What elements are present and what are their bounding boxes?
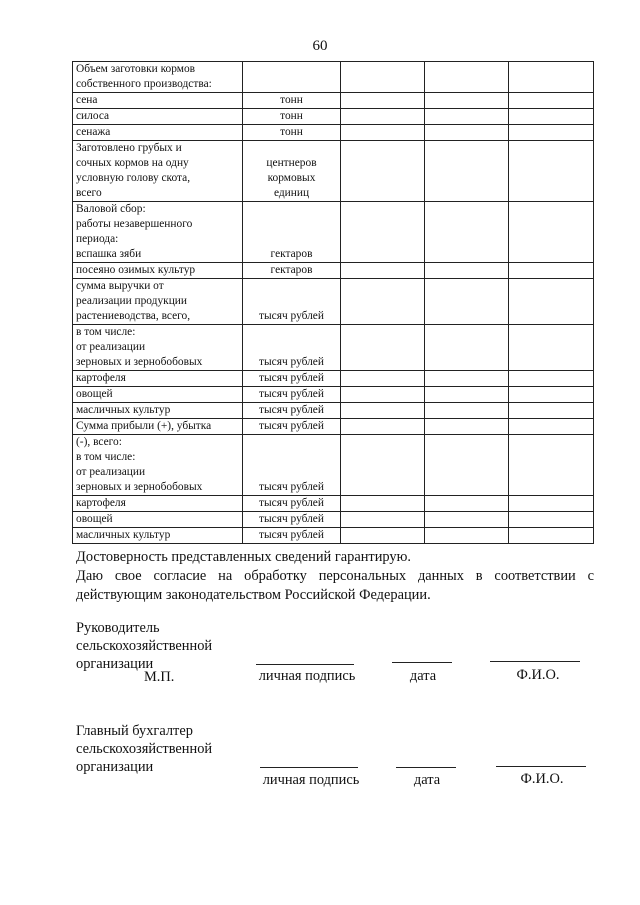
value-cell[interactable] — [509, 435, 594, 496]
row-unit: тысяч рублей — [243, 325, 341, 371]
accountant-name-caption: Ф.И.О. — [520, 771, 564, 787]
accountant-signature-line[interactable] — [260, 767, 358, 768]
table-row — [73, 93, 594, 109]
value-cell[interactable] — [425, 109, 509, 125]
table-row — [73, 141, 594, 202]
value-cell[interactable] — [425, 403, 509, 419]
table-row — [73, 202, 594, 263]
value-cell[interactable] — [425, 419, 509, 435]
row-unit: тысяч рублей — [243, 371, 341, 387]
row-unit: тысяч рублей — [243, 403, 341, 419]
value-cell[interactable] — [341, 279, 425, 325]
row-unit: тысяч рублей — [243, 435, 341, 496]
unit-cell — [243, 62, 341, 93]
value-cell[interactable] — [341, 125, 425, 141]
row-unit: тысяч рублей — [243, 496, 341, 512]
value-cell[interactable] — [425, 202, 509, 263]
table-row — [73, 263, 594, 279]
row-unit: тонн — [243, 93, 341, 109]
value-cell[interactable] — [341, 403, 425, 419]
value-cell[interactable] — [341, 387, 425, 403]
report-table — [72, 61, 594, 544]
row-label: сенажа — [73, 125, 243, 141]
value-cell[interactable] — [509, 279, 594, 325]
value-cell[interactable] — [509, 141, 594, 202]
value-cell[interactable] — [509, 496, 594, 512]
row-unit: тонн — [243, 109, 341, 125]
value-cell[interactable] — [425, 371, 509, 387]
row-label: сена — [73, 93, 243, 109]
value-cell[interactable] — [341, 512, 425, 528]
row-unit: гектаров — [243, 263, 341, 279]
value-cell[interactable] — [341, 435, 425, 496]
value-cell[interactable] — [425, 62, 509, 93]
value-cell[interactable] — [341, 371, 425, 387]
row-label: овощей — [73, 512, 243, 528]
table-row — [73, 279, 594, 325]
value-cell[interactable] — [425, 279, 509, 325]
row-label: Заготовлено грубых и сочных кормов на одну условную голову скота, всего — [73, 141, 243, 202]
section-title-profit: Сумма прибыли (+), убытка — [73, 419, 243, 435]
table-row — [73, 403, 594, 419]
value-cell[interactable] — [425, 512, 509, 528]
head-signature-caption: личная подпись — [258, 668, 356, 684]
row-unit: тысяч рублей — [243, 387, 341, 403]
value-cell[interactable] — [341, 263, 425, 279]
table-row — [73, 387, 594, 403]
value-cell[interactable] — [341, 496, 425, 512]
value-cell[interactable] — [425, 93, 509, 109]
stamp-label: М.П. — [144, 669, 175, 685]
head-signature-line[interactable] — [256, 664, 354, 665]
row-unit: тысяч рублей — [243, 512, 341, 528]
value-cell[interactable] — [425, 125, 509, 141]
head-title: Руководитель сельскохозяйственной организации — [76, 620, 213, 672]
row-label: в том числе: от реализации зерновых и зернобобовых — [73, 325, 243, 371]
head-date-line[interactable] — [392, 662, 452, 663]
value-cell[interactable] — [509, 387, 594, 403]
accountant-name-line[interactable] — [496, 766, 586, 767]
table-row — [73, 528, 594, 544]
value-cell[interactable] — [341, 141, 425, 202]
row-label: силоса — [73, 109, 243, 125]
row-unit: тонн — [243, 125, 341, 141]
section-title-harvest: Валовой сбор: работы незавершенного периода: вспашка зяби — [73, 202, 243, 263]
row-unit: тысяч рублей — [243, 419, 341, 435]
accountant-signature-caption: личная подпись — [262, 772, 360, 788]
row-unit: тысяч рублей — [243, 528, 341, 544]
row-unit: гектаров — [243, 202, 341, 263]
row-label: картофеля — [73, 496, 243, 512]
value-cell[interactable] — [509, 512, 594, 528]
head-name-line[interactable] — [490, 661, 580, 662]
table-row — [73, 419, 594, 435]
accountant-date-line[interactable] — [396, 767, 456, 768]
value-cell[interactable] — [341, 528, 425, 544]
guarantee-text: Достоверность представленных сведений гарантирую. — [76, 549, 411, 565]
value-cell[interactable] — [425, 141, 509, 202]
value-cell[interactable] — [509, 93, 594, 109]
row-unit: центнеров кормовых единиц — [243, 141, 341, 202]
value-cell[interactable] — [509, 202, 594, 263]
row-label: сумма выручки от реализации продукции растениеводства, всего, — [73, 279, 243, 325]
consent-text: Даю свое согласие на обработку персональных данных в соответствии с действующим законодательством Российской Федерации. — [76, 568, 594, 603]
accountant-date-caption: дата — [413, 772, 441, 788]
head-name-caption: Ф.И.О. — [516, 667, 560, 683]
value-cell[interactable] — [341, 419, 425, 435]
table-row — [73, 62, 594, 93]
table-row — [73, 371, 594, 387]
value-cell[interactable] — [425, 496, 509, 512]
value-cell[interactable] — [425, 263, 509, 279]
value-cell[interactable] — [509, 528, 594, 544]
value-cell[interactable] — [509, 125, 594, 141]
value-cell[interactable] — [509, 263, 594, 279]
page-number: 60 — [312, 38, 328, 54]
row-unit: тысяч рублей — [243, 279, 341, 325]
accountant-title: Главный бухгалтер сельскохозяйственной организации — [76, 723, 213, 775]
value-cell[interactable] — [341, 93, 425, 109]
value-cell[interactable] — [509, 419, 594, 435]
value-cell[interactable] — [425, 387, 509, 403]
row-label: картофеля — [73, 371, 243, 387]
head-date-caption: дата — [409, 668, 437, 684]
table-row — [73, 325, 594, 371]
value-cell[interactable] — [425, 435, 509, 496]
value-cell[interactable] — [341, 325, 425, 371]
row-label: овощей — [73, 387, 243, 403]
value-cell[interactable] — [509, 371, 594, 387]
value-cell[interactable] — [509, 403, 594, 419]
value-cell[interactable] — [341, 109, 425, 125]
table-row — [73, 435, 594, 496]
value-cell[interactable] — [509, 109, 594, 125]
row-label: посеяно озимых культур — [73, 263, 243, 279]
value-cell[interactable] — [341, 202, 425, 263]
table-row — [73, 512, 594, 528]
value-cell[interactable] — [341, 62, 425, 93]
value-cell[interactable] — [425, 528, 509, 544]
row-label: (-), всего: в том числе: от реализации зерновых и зернобобовых — [73, 435, 243, 496]
table-row — [73, 109, 594, 125]
row-label: масличных культур — [73, 403, 243, 419]
row-label: масличных культур — [73, 528, 243, 544]
value-cell[interactable] — [425, 325, 509, 371]
table-row — [73, 125, 594, 141]
value-cell[interactable] — [509, 325, 594, 371]
table-row — [73, 496, 594, 512]
value-cell[interactable] — [509, 62, 594, 93]
section-title-feed: Объем заготовки кормов собственного производства: — [73, 62, 243, 93]
